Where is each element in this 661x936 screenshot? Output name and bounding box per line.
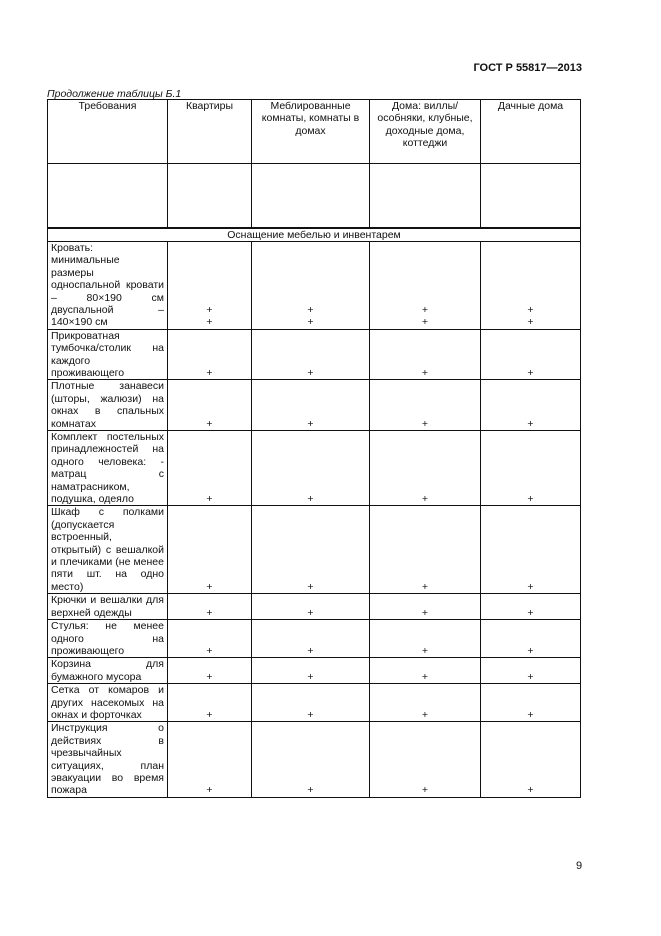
mark-cell [481, 620, 581, 658]
plus-mark: + [421, 670, 429, 683]
table-row [48, 722, 581, 797]
plus-mark: + [307, 606, 314, 619]
mark-cell [481, 431, 581, 506]
table-row [48, 658, 581, 684]
mark-cell [481, 506, 581, 594]
mark-cell [370, 380, 481, 431]
mark-cell [370, 431, 481, 506]
plus-mark: + [527, 606, 534, 619]
requirement-cell: Сетка от комаров и других насекомых на окнах и форточках [48, 684, 168, 722]
mark-cell [252, 658, 370, 684]
mark-cell [370, 241, 481, 329]
mark-cell [481, 722, 581, 797]
mark-cell [370, 722, 481, 797]
plus-mark: + [307, 417, 314, 430]
requirement-cell: Стулья: не менее одного на проживающего [48, 620, 168, 658]
mark-cell [481, 329, 581, 380]
section-title: Оснащение мебелью и инвентарем [48, 228, 581, 242]
plus-mark: + [206, 417, 213, 430]
mark-cell [370, 620, 481, 658]
mark-cell [168, 380, 252, 431]
table-row [48, 684, 581, 722]
mark-cell [370, 329, 481, 380]
plus-mark: + [307, 493, 314, 506]
requirement-cell: Корзина для бумажного мусора [48, 658, 168, 684]
requirement-cell: Шкаф с полками (допускается встроенный, открытый) с вешалкой и плечиками (не менее пяти шт. на одно место) [48, 506, 168, 594]
page-number: 9 [576, 860, 583, 872]
mark-cell [168, 241, 252, 329]
plus-mark: + [527, 493, 534, 506]
requirement-cell: Кровать: минимальные размеры односпальной кровати – 80×190 см двуспальной – 140×190 см [48, 241, 168, 329]
table-row [48, 380, 581, 431]
column-header: Дома: виллы/особняки, клубные, доходные дома, коттеджи [370, 100, 481, 164]
plus-mark: + [527, 316, 534, 329]
plus-mark: + [421, 366, 429, 379]
requirement-cell: Прикроватная тумбочка/столик на каждого проживающего [48, 329, 168, 380]
mark-cell [252, 684, 370, 722]
mark-cell [252, 380, 370, 431]
plus-mark: + [206, 644, 213, 657]
plus-mark: + [421, 644, 429, 657]
table-row [48, 241, 581, 329]
plus-mark: + [206, 580, 213, 593]
column-header: Требования [48, 100, 168, 164]
table-header-row [48, 100, 581, 164]
plus-mark: + [527, 580, 534, 593]
plus-mark: + [421, 303, 429, 316]
mark-cell [481, 684, 581, 722]
mark-cell [252, 722, 370, 797]
section-row [48, 228, 581, 242]
mark-cell [252, 506, 370, 594]
plus-mark: + [206, 708, 213, 721]
plus-mark: + [206, 784, 213, 797]
plus-mark: + [307, 580, 314, 593]
plus-mark: + [421, 708, 429, 721]
plus-mark: + [307, 316, 314, 329]
plus-mark: + [307, 303, 314, 316]
plus-mark: + [307, 366, 314, 379]
plus-mark: + [307, 670, 314, 683]
plus-mark: + [206, 606, 213, 619]
requirement-cell: Крючки и вешалки для верхней одежды [48, 594, 168, 620]
plus-mark: + [421, 417, 429, 430]
table-row [48, 431, 581, 506]
mark-cell [168, 506, 252, 594]
plus-mark: + [421, 493, 429, 506]
mark-cell [252, 431, 370, 506]
column-header: Дачные дома [481, 100, 581, 164]
plus-mark: + [527, 417, 534, 430]
plus-mark: + [421, 784, 429, 797]
plus-mark: + [206, 493, 213, 506]
plus-mark: + [307, 644, 314, 657]
mark-cell [252, 620, 370, 658]
mark-cell [252, 241, 370, 329]
column-header: Меблированные комнаты, комнаты в домах [252, 100, 370, 164]
mark-cell [370, 684, 481, 722]
plus-mark: + [527, 670, 534, 683]
plus-mark: + [527, 784, 534, 797]
plus-mark: + [527, 644, 534, 657]
plus-mark: + [527, 303, 534, 316]
plus-mark: + [421, 606, 429, 619]
mark-cell [252, 329, 370, 380]
mark-cell [370, 658, 481, 684]
plus-mark: + [206, 670, 213, 683]
mark-cell [481, 241, 581, 329]
plus-mark: + [206, 316, 213, 329]
mark-cell [168, 620, 252, 658]
plus-mark: + [421, 316, 429, 329]
mark-cell [168, 658, 252, 684]
mark-cell [168, 684, 252, 722]
plus-mark: + [527, 366, 534, 379]
requirement-cell: Инструкция о действиях в чрезвычайных ситуациях, план эвакуации во время пожара [48, 722, 168, 797]
mark-cell [370, 594, 481, 620]
mark-cell [168, 329, 252, 380]
mark-cell [481, 380, 581, 431]
requirements-table [47, 99, 581, 798]
requirement-cell: Комплект постельных принадлежностей на одного человека: - матрац с наматрасником, подушка, одеяло [48, 431, 168, 506]
plus-mark: + [527, 708, 534, 721]
table-row [48, 594, 581, 620]
plus-mark: + [307, 708, 314, 721]
document-header: ГОСТ Р 55817—2013 [473, 62, 582, 74]
mark-cell [168, 594, 252, 620]
table-row [48, 620, 581, 658]
mark-cell [481, 594, 581, 620]
mark-cell [168, 431, 252, 506]
column-header: Квартиры [168, 100, 252, 164]
mark-cell [252, 594, 370, 620]
plus-mark: + [206, 366, 213, 379]
requirement-cell: Плотные занавеси (шторы, жалюзи) на окнах в спальных комнатах [48, 380, 168, 431]
mark-cell [481, 658, 581, 684]
plus-mark: + [421, 580, 429, 593]
table-row [48, 506, 581, 594]
table-row [48, 329, 581, 380]
plus-mark: + [307, 784, 314, 797]
plus-mark: + [206, 303, 213, 316]
mark-cell [168, 722, 252, 797]
table-continuation-caption: Продолжение таблицы Б.1 [47, 88, 182, 100]
mark-cell [370, 506, 481, 594]
